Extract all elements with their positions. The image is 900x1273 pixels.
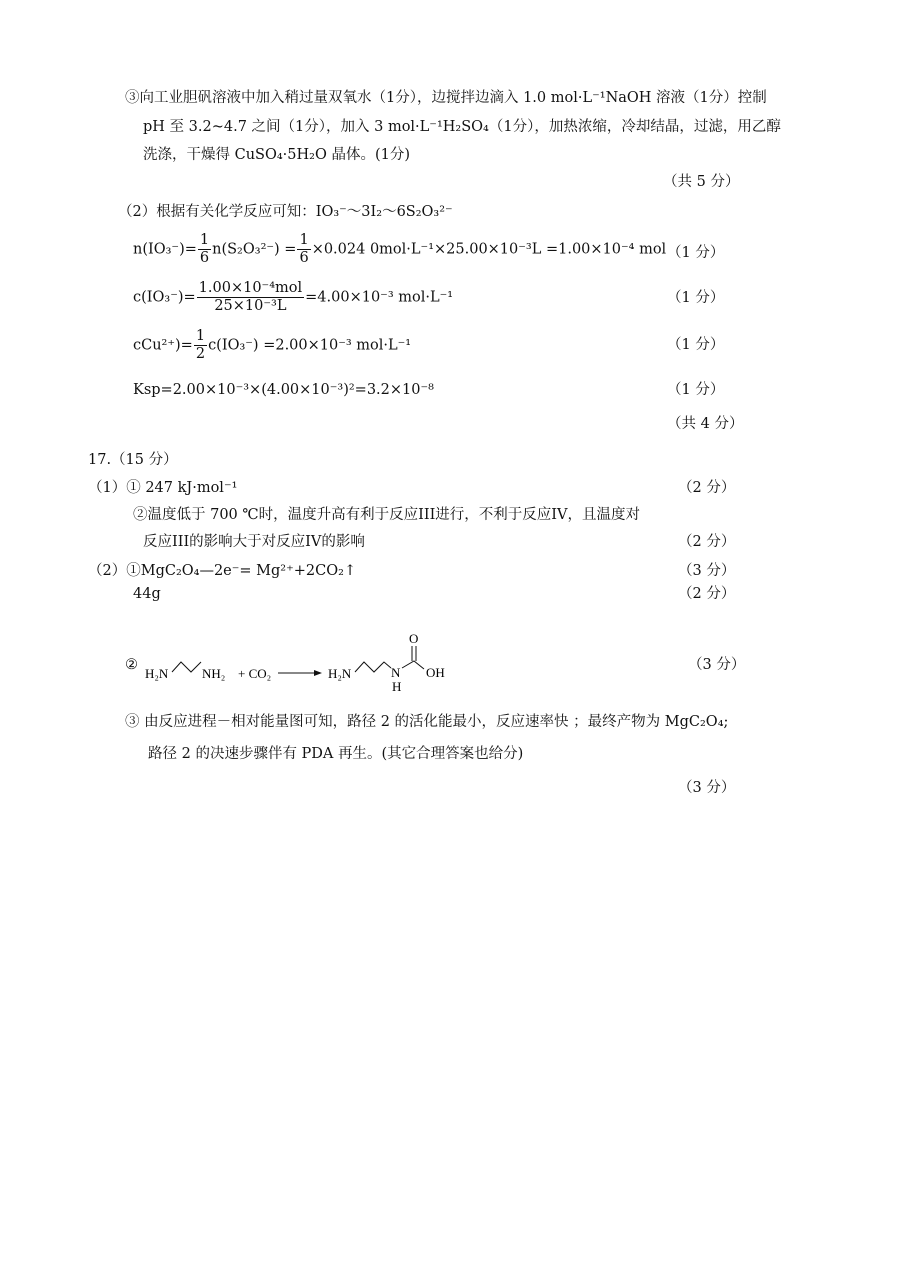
co2-reagent: + CO₂ [238, 666, 272, 681]
q16-step3-line1: ③向工业胆矾溶液中加入稍过量双氧水（1分），边搅拌边滴入 1.0 mol·L⁻¹NaOH 溶液（1分）控制 [125, 90, 767, 106]
q17-part1-item2-line2: 反应III的影响大于对反应IV的影响 [143, 534, 365, 550]
q17-part2-item1: （2）①MgC₂O₄—2e⁻= Mg²⁺+2CO₂↑ [88, 563, 357, 579]
q16-total-score-1: （共 5 分） [663, 174, 740, 190]
eq-cu-rhs: c(IO₃⁻) =2.00×10⁻³ mol·L⁻¹ [208, 337, 412, 354]
q17-part2-item3-line2: 路径 2 的决速步骤伴有 PDA 再生。(其它合理答案也给分) [148, 746, 524, 762]
q16-eq-ksp-score: （1 分） [667, 382, 725, 398]
q17-part1-item2-score: （2 分） [678, 534, 736, 550]
product-carbon-chain [355, 662, 391, 672]
q17-part2-mass-score: （2 分） [678, 586, 736, 602]
eq-n-rhs: ×0.024 0mol·L⁻¹×25.00×10⁻³L =1.00×10⁻⁴ mol [311, 241, 667, 258]
q17-part1-item2-line1: ②温度低于 700 ℃时，温度升高有利于反应III进行，不利于反应IV，且温度对 [133, 507, 640, 523]
product-carbamate-bond [402, 661, 424, 669]
eq-n-lhs: n(IO₃⁻)= [133, 241, 197, 258]
q17-part2-item3-line1: ③ 由反应进程－相对能量图可知，路径 2 的活化能最小，反应速率快 ；最终产物为 MgC₂O₄; [125, 714, 729, 730]
eq-c-fraction: $\frac{\text{1.00×10⁻⁴mol}}{\text{25×10⁻³L}}$ [198, 280, 303, 314]
reactant-amine-right: NH₂ [202, 666, 226, 681]
eq-c-rhs: =4.00×10⁻³ mol·L⁻¹ [305, 289, 454, 306]
q16-part2-intro: （2）根据有关化学反应可知：IO₃⁻～3I₂～6S₂O₃²⁻ [118, 204, 453, 220]
eq-n-fraction-2: $\frac{1}{6}$ [299, 232, 309, 266]
reaction-scheme [140, 628, 470, 698]
eq-n-fraction-1: $\frac{1}{6}$ [199, 232, 210, 266]
q17-part1-item1: （1）① 247 kJ·mol⁻¹ [88, 480, 238, 496]
eq-cu-fraction: $\frac{1}{2}$ [195, 328, 206, 362]
q16-eq-ksp: Ksp=2.00×10⁻³×(4.00×10⁻³)²=3.2×10⁻⁸ [133, 382, 434, 398]
q17-part2-item1-score: （3 分） [678, 563, 736, 579]
q16-eq-cu [133, 328, 411, 363]
q16-eq-c-score: （1 分） [667, 290, 725, 306]
q17-header: 17.（15 分） [88, 452, 178, 468]
q17-part2-mass: 44g [133, 586, 161, 602]
q17-part1-item1-score: （2 分） [678, 480, 736, 496]
q16-eq-c [133, 280, 453, 315]
q17-part2-item2-label: ② [125, 657, 138, 673]
q16-eq-n-score: （1 分） [667, 245, 725, 261]
product-nitrogen: N [391, 665, 401, 680]
q16-step3-line3: 洗涤，干燥得 CuSO₄·5H₂O 晶体。(1分) [143, 147, 411, 163]
q16-eq-n [133, 232, 666, 267]
q17-part2-item2-score: （3 分） [688, 657, 746, 673]
eq-n-mid: n(S₂O₃²⁻) = [212, 241, 297, 258]
q16-step3-line2: pH 至 3.2~4.7 之间（1分），加入 3 mol·L⁻¹H₂SO₄（1分），加热浓缩，冷却结晶，过滤，用乙醇 [143, 119, 781, 135]
hydroxyl-group: OH [426, 665, 445, 680]
eq-cu-lhs: cCu²⁺)= [133, 337, 193, 354]
q16-total-score-2: （共 4 分） [667, 416, 744, 432]
q16-eq-cu-score: （1 分） [667, 337, 725, 353]
reactant-carbon-chain [172, 662, 201, 672]
reactant-amine-left: H₂N [145, 666, 169, 681]
product-nh-hydrogen: H [392, 679, 402, 694]
q17-part2-item3-score: （3 分） [678, 780, 736, 796]
product-amine-left: H₂N [328, 666, 352, 681]
eq-c-lhs: c(IO₃⁻)= [133, 289, 196, 306]
reaction-arrowhead [314, 670, 322, 676]
carbonyl-oxygen: O [409, 631, 419, 646]
